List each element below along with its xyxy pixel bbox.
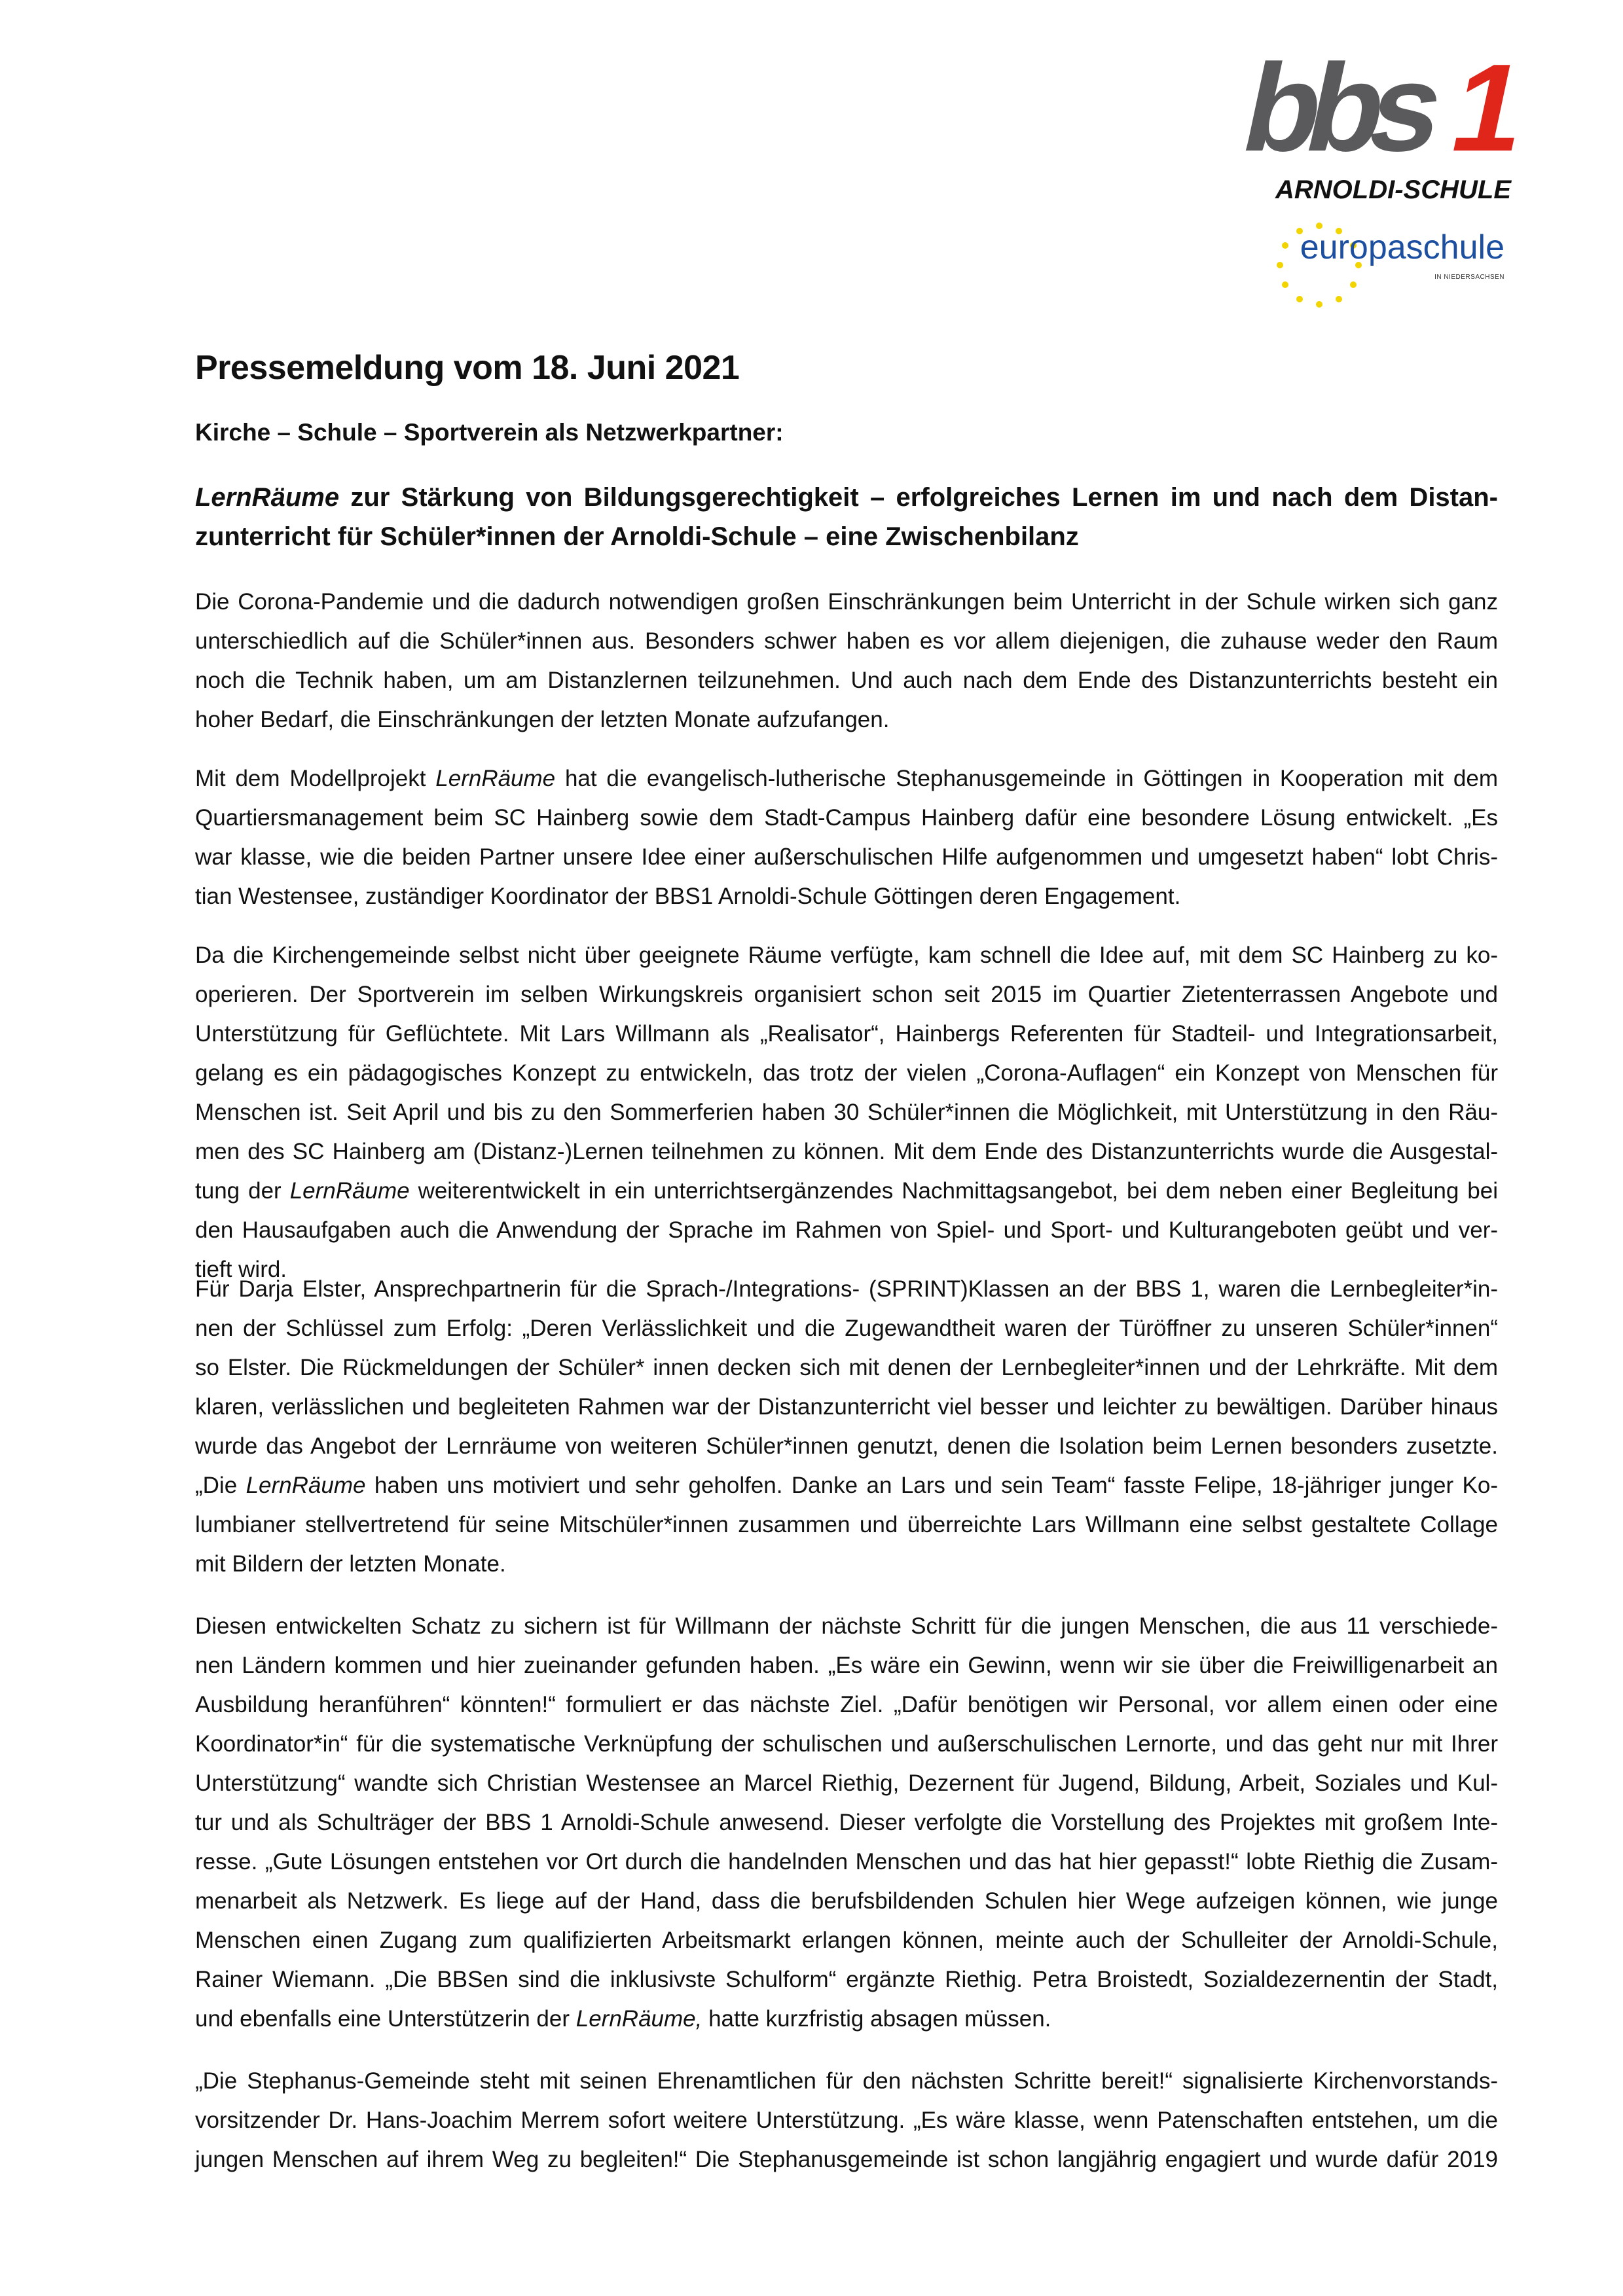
paragraph-5 [195, 1607, 1498, 2039]
bbs1-logo-mark [1224, 37, 1539, 177]
headline-emphasis: LernRäume [195, 483, 340, 512]
subtitle: Kirche – Schule – Sportverein als Netzwerkpartner: [195, 419, 784, 446]
text-line: Unterstützung“ wandte sich Christian Westensee an Marcel Riethig, Dezernent für Jugend, Bildung, Arbeit, Soziales und Kul- [195, 1770, 1498, 1796]
text-line: tieft wird. [195, 1257, 287, 1282]
text-line: vorsitzender Dr. Hans-Joachim Merrem sofort weitere Unterstützung. „Es wäre klasse, wenn Patenschaften entstehen, um die [195, 2108, 1498, 2133]
headline-line: zunterricht für Schüler*innen der Arnoldi-Schule – eine Zwischenbilanz [195, 522, 1079, 551]
text-line: men des SC Hainberg am (Distanz-)Lernen teilnehmen zu können. Mit dem Ende des Distanzunterrichts wurde die Ausgestal- [195, 1139, 1498, 1164]
text-line: tung der LernRäume weiterentwickelt in ein unterrichtsergänzendes Nachmittagsangebot, bei dem neben einer Begleitung bei [195, 1178, 1499, 1204]
text-line: nen Ländern kommen und hier zueinander gefunden haben. „Es wäre ein Gewinn, wenn wir sie über die Freiwilligenarbeit an [195, 1653, 1498, 1678]
text-line: nen der Schlüssel zum Erfolg: „Deren Verlässlichkeit und die Zugewandtheit waren der Türöffner zu unseren Schüler*innen“ [195, 1316, 1498, 1341]
text-line: „Die Stephanus-Gemeinde steht mit seinen Ehrenamtlichen für den nächsten Schritte bereit!“ signalisierte Kirchenvorstands- [195, 2068, 1498, 2094]
paragraph-2 [195, 759, 1498, 916]
text-line: klaren, verlässlichen und begleiteten Rahmen war der Distanzunterricht viel besser und leichter zu bewältigen. Darüber hinaus [195, 1394, 1498, 1420]
text-line: Menschen einen Zugang zum qualifizierten Arbeitsmarkt erlangen können, meinte auch der Schulleiter der Arnoldi-Schule, [195, 1928, 1498, 1953]
logo-region: IN NIEDERSACHSEN [1434, 274, 1504, 281]
text-line: mit Bildern der letzten Monate. [195, 1551, 506, 1577]
text-line: unterschiedlich auf die Schüler*innen aus. Besonders schwer haben es vor allem diejenigen, die zuhause weder den Raum [195, 628, 1498, 654]
logo-digit-one: 1 [1440, 37, 1539, 177]
headline [195, 478, 1498, 556]
paragraph-3 [195, 936, 1498, 1289]
text-line: Da die Kirchengemeinde selbst nicht über geeignete Räume verfügte, kam schnell die Idee auf, mit dem SC Hainberg zu ko- [195, 942, 1498, 968]
paragraph-1 [195, 583, 1498, 740]
emphasis-lernraeume: LernRäume [289, 1178, 410, 1204]
text-line: hoher Bedarf, die Einschränkungen der letzten Monate aufzufangen. [195, 707, 890, 732]
page-title: Pressemeldung vom 18. Juni 2021 [195, 349, 740, 387]
text-line: war klasse, wie die beiden Partner unsere Idee einer außerschulischen Hilfe aufgenommen und umgesetzt haben“ lobt Chris- [195, 844, 1498, 870]
text-line: gelang es ein pädagogisches Konzept zu entwickeln, das trotz der vielen „Corona-Auflagen“ ein Konzept von Menschen für [195, 1060, 1498, 1086]
text-line: Koordinator*in“ für die systematische Verknüpfung der schulischen und außerschulischen Lernorte, und das geht nur mit Ihrer [195, 1731, 1498, 1757]
paragraph-6 [195, 2062, 1498, 2179]
emphasis-lernraeume: LernRäume [246, 1473, 366, 1498]
text-line: resse. „Gute Lösungen entstehen vor Ort durch die handelnden Menschen und das hat hier gepasst!“ lobte Riethig die Zusam- [195, 1849, 1498, 1874]
text-line: Ausbildung heranführen“ könnten!“ formuliert er das nächste Ziel. „Dafür benötigen wir Personal, vor allem einen oder eine [195, 1692, 1498, 1717]
text-line: operieren. Der Sportverein im selben Wirkungskreis organisiert schon seit 2015 im Quartier Zietenterrassen Angebote und [195, 982, 1498, 1007]
text-line: noch die Technik haben, um am Distanzlernen teilzunehmen. Und auch nach dem Ende des Distanzunterrichts besteht ein [195, 668, 1498, 693]
text-line: Mit dem Modellprojekt LernRäume hat die evangelisch-lutherische Stephanusgemeinde in Göttingen in Kooperation mit dem [195, 766, 1498, 791]
text-line: Diesen entwickelten Schatz zu sichern ist für Willmann der nächste Schritt für die jungen Menschen, die aus 11 verschiede- [195, 1613, 1498, 1639]
text-line: Quartiersmanagement beim SC Hainberg sowie dem Stadt-Campus Hainberg dafür eine besondere Lösung entwickelt. „Es [195, 805, 1498, 831]
text-line: Menschen ist. Seit April und bis zu den Sommerferien haben 30 Schüler*innen die Möglichkeit, mit Unterstützung in den Räu- [195, 1100, 1498, 1125]
text-line: menarbeit als Netzwerk. Es liege auf der Hand, dass die berufsbildenden Schulen hier Wege aufzeigen können, wie junge [195, 1888, 1498, 1914]
text-line: Unterstützung für Geflüchtete. Mit Lars Willmann als „Realisator“, Hainbergs Referenten für Stadteil- und Integrationsarbeit, [195, 1021, 1498, 1047]
text-line: Rainer Wiemann. „Die BBSen sind die inklusivste Schulform“ ergänzte Riethig. Petra Broistedt, Sozialdezernentin der Stadt, [195, 1967, 1498, 1992]
text-line: „Die LernRäume haben uns motiviert und sehr geholfen. Danke an Lars und sein Team“ fasste Felipe, 18-jähriger junger Ko- [195, 1473, 1498, 1498]
logo-europaschule: europaschule [1300, 228, 1504, 266]
text-line: und ebenfalls eine Unterstützerin der LernRäume, hatte kurzfristig absagen müssen. [195, 2006, 1051, 2032]
text-line: lumbianer stellvertretend für seine Mitschüler*innen zusammen und überreichte Lars Willmann eine selbst gestaltete Collage [195, 1512, 1498, 1537]
paragraph-4 [195, 1270, 1498, 1584]
text-line: wurde das Angebot der Lernräume von weiteren Schüler*innen genutzt, denen die Isolation beim Lernen besonders zusetzte. [195, 1433, 1498, 1459]
text-line: Für Darja Elster, Ansprechpartnerin für die Sprach-/Integrations- (SPRINT)Klassen an der BBS 1, waren die Lernbegleiter*in- [195, 1276, 1498, 1302]
text-line: tur und als Schulträger der BBS 1 Arnoldi-Schule anwesend. Dieser verfolgte die Vorstellung des Projektes mit großem Inte- [195, 1810, 1498, 1835]
headline-line: LernRäume zur Stärkung von Bildungsgerechtigkeit – erfolgreiches Lernen im und nach dem Distan- [195, 483, 1498, 512]
text-line: den Hausaufgaben auch die Anwendung der Sprache im Rahmen von Spiel- und Sport- und Kulturangeboten geübt und ver- [195, 1217, 1498, 1243]
bbs-letters: bbs [1231, 37, 1444, 177]
school-logo [1224, 37, 1539, 295]
emphasis-lernraeume: LernRäume [435, 766, 556, 791]
text-line: jungen Menschen auf ihrem Weg zu begleiten!“ Die Stephanusgemeinde ist schon langjährig engagiert und wurde dafür 2019 [195, 2147, 1498, 2172]
logo-school-name: ARNOLDI-SCHULE [1275, 175, 1511, 204]
emphasis-lernraeume: LernRäume, [575, 2006, 702, 2032]
text-line: tian Westensee, zuständiger Koordinator der BBS1 Arnoldi-Schule Göttingen deren Engagement. [195, 884, 1181, 909]
text-line: Die Corona-Pandemie und die dadurch notwendigen großen Einschränkungen beim Unterricht in der Schule wirken sich ganz [195, 589, 1498, 615]
text-line: so Elster. Die Rückmeldungen der Schüler* innen decken sich mit denen der Lernbegleiter*innen und der Lehrkräfte. Mit dem [195, 1355, 1498, 1380]
